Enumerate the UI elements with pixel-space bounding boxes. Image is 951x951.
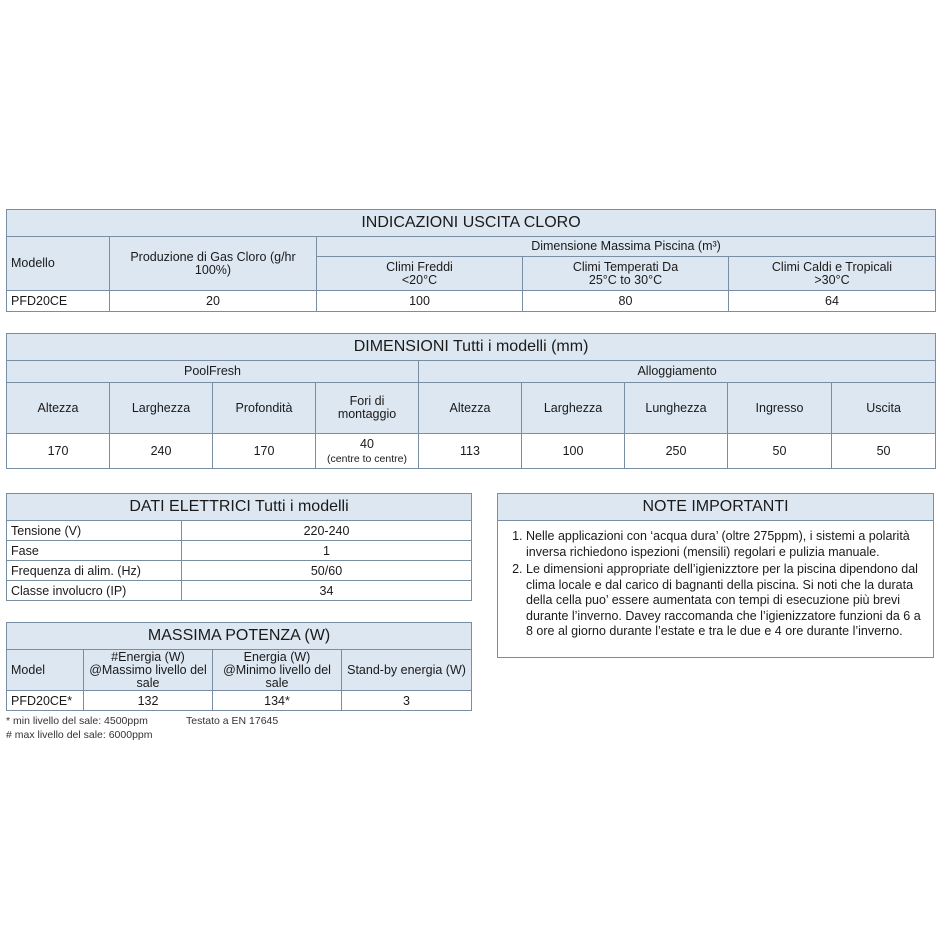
group-poolfresh: PoolFresh <box>7 361 419 383</box>
max-power-table <box>6 622 472 711</box>
dim-header: Altezza <box>419 383 522 434</box>
power-header: #Energia (W) @Massimo livello del sale <box>84 650 213 691</box>
elec-label: Fase <box>7 541 182 561</box>
power-cell: 134* <box>213 691 342 711</box>
table-row <box>7 561 472 581</box>
group-housing: Alloggiamento <box>419 361 936 383</box>
chlorine-title: INDICAZIONI USCITA CLORO <box>7 210 936 237</box>
table-row <box>7 581 472 601</box>
dim-value: 240 <box>110 434 213 469</box>
electrical-title: DATI ELETTRICI Tutti i modelli <box>7 494 472 521</box>
footnote-min-salt: * min livello del sale: 4500ppm <box>6 715 148 727</box>
table-row <box>7 691 472 711</box>
power-title: MASSIMA POTENZA (W) <box>7 623 472 650</box>
power-cell: 3 <box>342 691 472 711</box>
power-cell: 132 <box>84 691 213 711</box>
elec-value: 50/60 <box>182 561 472 581</box>
dim-header: Altezza <box>7 383 110 434</box>
cell-model: PFD20CE <box>7 291 110 312</box>
dim-value: 100 <box>522 434 625 469</box>
elec-value: 1 <box>182 541 472 561</box>
dim-header: Larghezza <box>522 383 625 434</box>
table-row <box>7 521 472 541</box>
power-header: Stand-by energia (W) <box>342 650 472 691</box>
climate-temperate: Climi Temperati Da 25°C to 30°C <box>523 257 729 291</box>
cell-hot: 64 <box>729 291 936 312</box>
dimensions-title: DIMENSIONI Tutti i modelli (mm) <box>7 334 936 361</box>
table-row <box>7 291 936 312</box>
cell-production: 20 <box>110 291 317 312</box>
elec-label: Tensione (V) <box>7 521 182 541</box>
note-item: 2. Le dimensioni appropriate dell’igienizztore per la piscina dipendono dal clima locale e dal carico di bagnanti della piscina. Si noti che la durata della cella puo’ essere aumentata con tempi di esecuzione più brevi durante l’inverno. Davey raccomanda che l’igienizzatore funzioni da 6 a 8 ore al giorno durante l’estate e tra le due e 4 ore durante l’inverno. <box>526 562 925 640</box>
elec-value: 34 <box>182 581 472 601</box>
power-cell: PFD20CE* <box>7 691 84 711</box>
col-production: Produzione di Gas Cloro (g/hr 100%) <box>110 237 317 291</box>
power-header: Energia (W) @Minimo livello del sale <box>213 650 342 691</box>
chlorine-output-table <box>6 209 936 312</box>
notes-title: NOTE IMPORTANTI <box>498 494 933 521</box>
dim-value: 170 <box>213 434 316 469</box>
elec-value: 220-240 <box>182 521 472 541</box>
dim-header: Ingresso <box>728 383 832 434</box>
dim-value: 170 <box>7 434 110 469</box>
mount-note: (centre to centre) <box>327 453 407 465</box>
elec-label: Frequenza di alim. (Hz) <box>7 561 182 581</box>
dim-value: 50 <box>728 434 832 469</box>
climate-hot: Climi Caldi e Tropicali >30°C <box>729 257 936 291</box>
col-max-pool: Dimensione Massima Piscina (m³) <box>317 237 936 257</box>
table-row <box>7 541 472 561</box>
footnote-max-salt: # max livello del sale: 6000ppm <box>6 729 153 741</box>
dim-value: 113 <box>419 434 522 469</box>
cell-temperate: 80 <box>523 291 729 312</box>
dim-header: Uscita <box>832 383 936 434</box>
dimensions-table <box>6 333 936 469</box>
elec-label: Classe involucro (IP) <box>7 581 182 601</box>
dim-header: Larghezza <box>110 383 213 434</box>
important-notes <box>497 493 934 658</box>
electrical-table <box>6 493 472 601</box>
dim-header: Profondità <box>213 383 316 434</box>
dim-header: Fori di montaggio <box>316 383 419 434</box>
climate-cold: Climi Freddi <20°C <box>317 257 523 291</box>
footnote-tested: Testato a EN 17645 <box>186 715 279 727</box>
col-model: Modello <box>7 237 110 291</box>
notes-list <box>526 529 925 640</box>
dim-header: Lunghezza <box>625 383 728 434</box>
cell-cold: 100 <box>317 291 523 312</box>
power-header: Model <box>7 650 84 691</box>
dim-value: 50 <box>832 434 936 469</box>
dim-value-mount: 40 (centre to centre) <box>316 434 419 469</box>
table-row <box>7 434 936 469</box>
dim-value: 250 <box>625 434 728 469</box>
note-item: 1. Nelle applicazioni con ‘acqua dura’ (oltre 275ppm), i sistemi a polarità inversa richiedono ispezioni (mensili) regolari e pulizia manuale. <box>526 529 925 560</box>
